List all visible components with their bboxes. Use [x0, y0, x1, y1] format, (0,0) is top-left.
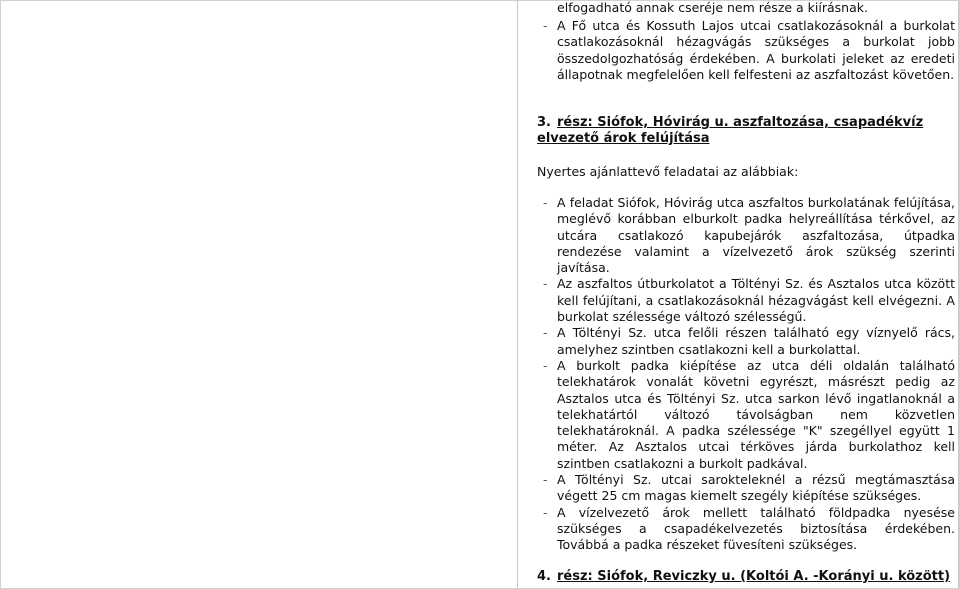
continuation-text: elfogadható annak cseréje nem része a kiírásnak. [557, 0, 868, 15]
column-divider [517, 0, 518, 589]
section-3-heading [537, 115, 955, 148]
list-item-text: A feladat Siófok, Hóvirág utca aszfaltos burkolatának felújítása, meglévő korábban elburkolt padka helyreállítása térkővel, az utcára csatlakozó kapubejárók aszfaltozása, útpadka rendezése valamint a vízelvezető árok szükség szerinti javítása. [557, 195, 955, 276]
section-number: 3. [537, 115, 551, 130]
list-item-text: A Töltényi Sz. utca felőli részen található egy víznyelő rács, amelyhez szintben csatlakozni kell a burkolattal. [557, 325, 955, 357]
document-column [537, 0, 955, 589]
section-title: rész: Siófok, Reviczky u. (Koltói A. -Korányi u. között) [557, 569, 951, 584]
list-item [537, 195, 955, 276]
list-item [537, 472, 955, 505]
list-item [537, 276, 955, 325]
bullet-dash: - [543, 357, 548, 373]
list-item-text: Az aszfaltos útburkolatot a Töltényi Sz. és Asztalos utca között kell felújítani, a csatlakozásoknál hézagvágást kell elvégezni. A burkolat szélessége változó szélességű. [557, 276, 955, 325]
bullet-dash: - [543, 18, 548, 33]
task-list [537, 195, 955, 554]
list-item [537, 358, 955, 472]
bullet-dash: - [543, 504, 548, 520]
bullet-dash: - [543, 472, 548, 488]
list-item [537, 325, 955, 358]
list-item-text: A vízelvezető árok mellett található földpadka nyesése szükséges a csapadékelvezetés biztosítása érdekében. Továbbá a padka részeket füvesíteni szükséges. [557, 504, 955, 553]
bullet-dash: - [543, 195, 548, 210]
bullet-dash: - [543, 325, 548, 341]
list-item-text: A Töltényi Sz. utcai sarokteleknél a rézsű megtámasztása végett 25 cm magas kiemelt szegély kiépítése szükséges. [557, 472, 955, 504]
section-4-heading [537, 569, 955, 585]
section-title: rész: Siófok, Hóvirág u. aszfaltozása, csapadékvíz elvezető árok felújítása [537, 115, 924, 147]
right-border [958, 0, 959, 589]
list-item-text: A burkolt padka kiépítése az utca déli oldalán található telekhatárok vonalát követni egyrészt, másrészt pedig az Asztalos utca és Töltényi Sz. utca sarkon lévő ingatlanoknál a telekhatártól változó távolságban nem közvetlen telekhatároknál. A padka szélessége "K" szegéllyel együtt 1 méter. Az Asztalos utcai térköves járda burkolathoz kell szintben csatlakozni a burkolt padkával. [557, 357, 955, 471]
list-item [537, 18, 955, 83]
section-number: 4. [537, 569, 551, 584]
intro-text: Nyertes ajánlattevő feladatai az alábbiak: [537, 164, 799, 179]
list-item [537, 505, 955, 554]
bullet-dash: - [543, 276, 548, 292]
list-item-text: A Fő utca és Kossuth Lajos utcai csatlakozásoknál a burkolat csatlakozásoknál hézagvágás szükséges a burkolat jobb összedolgozhatóság érdekében. A burkolati jeleket az eredeti állapotnak megfelelően kell felfesteni az aszfaltozást követően. [557, 18, 955, 82]
